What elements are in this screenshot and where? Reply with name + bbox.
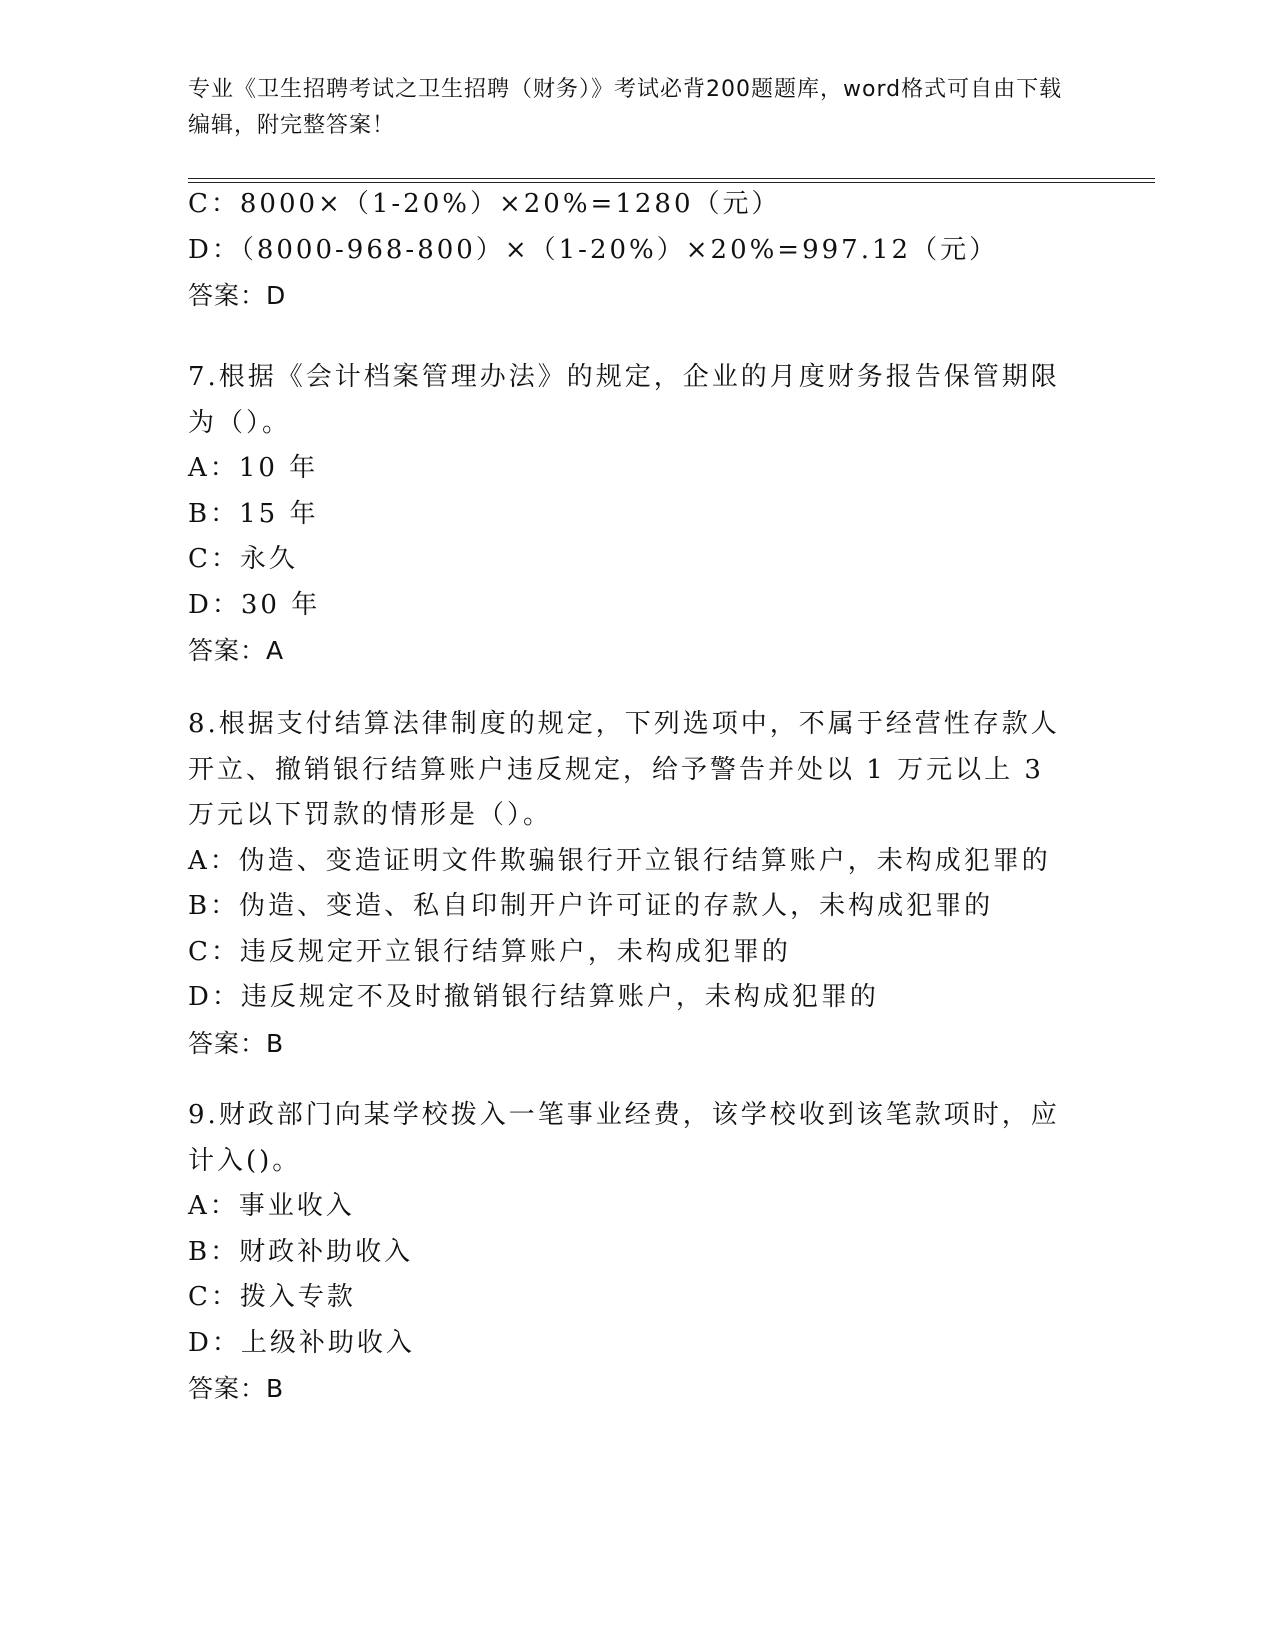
answer: 答案：B <box>188 1374 285 1403</box>
option-d: D：（8000-968-800）×（1-20%）×20%=997.12（元） <box>188 234 999 265</box>
option-c: C：拨入专款 <box>188 1282 356 1312</box>
option-d: D：违反规定不及时撤销银行结算账户，未构成犯罪的 <box>188 982 879 1012</box>
option-c: C：永久 <box>188 544 298 574</box>
document-header: 专业《卫生招聘考试之卫生招聘（财务）》考试必背200题题库，word格式可自由下载编辑，附完整答案！ <box>188 77 1063 138</box>
header-divider-top <box>188 178 1155 179</box>
answer: 答案：B <box>188 1028 285 1058</box>
option-c: C：违反规定开立银行结算账户，未构成犯罪的 <box>188 936 791 967</box>
option-d: D：上级补助收入 <box>188 1327 415 1358</box>
option-c: C：8000×（1-20%）×20%=1280（元） <box>188 189 781 219</box>
question-8 <box>188 702 1068 1066</box>
answer: 答案：A <box>188 636 285 665</box>
question-stem: 7.根据《会计档案管理办法》的规定，企业的月度财务报告保管期限为（）。 <box>188 362 1060 438</box>
question-7 <box>188 355 1068 674</box>
option-a: A：伪造、变造证明文件欺骗银行开立银行结算账户，未构成犯罪的 <box>188 845 1051 876</box>
option-b: B：15 年 <box>188 498 319 529</box>
answer: 答案：D <box>188 281 287 310</box>
question-stem: 8.根据支付结算法律制度的规定，下列选项中，不属于经营性存款人开立、撤销银行结算账户违反规定，给予警告并处以 1 万元以上 3 万元以下罚款的情形是（）。 <box>188 709 1060 830</box>
question-9 <box>188 1093 1068 1412</box>
question-6-tail <box>188 182 1068 319</box>
option-b: B：伪造、变造、私自印制开户许可证的存款人，未构成犯罪的 <box>188 891 994 921</box>
question-stem: 9.财政部门向某学校拨入一笔事业经费，该学校收到该笔款项时，应计入()。 <box>188 1100 1060 1176</box>
option-d: D：30 年 <box>188 589 321 620</box>
option-a: A：10 年 <box>188 453 319 483</box>
option-a: A：事业收入 <box>188 1191 355 1221</box>
option-b: B：财政补助收入 <box>188 1236 414 1267</box>
